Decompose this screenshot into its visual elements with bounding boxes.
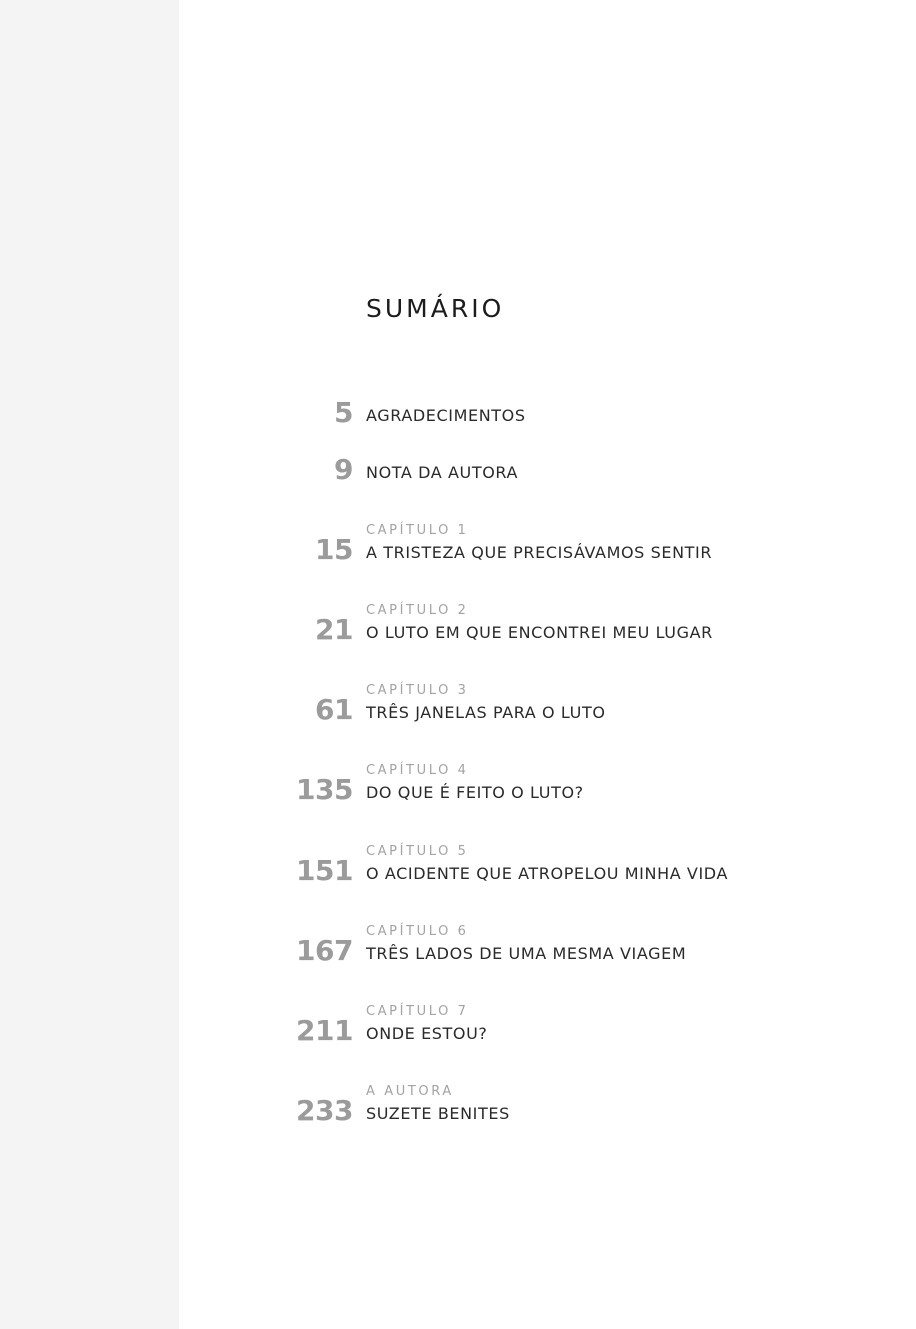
entry-title: A TRISTEZA QUE PRECISÁVAMOS SENTIR: [366, 543, 713, 562]
section-kicker: A AUTORA: [366, 1084, 454, 1099]
toc-entry: [0, 765, 916, 805]
page-number: 9: [334, 453, 353, 486]
entry-title: ONDE ESTOU?: [366, 1024, 488, 1043]
page-number: 15: [315, 533, 353, 566]
chapter-kicker: CAPÍTULO 7: [366, 1004, 469, 1019]
chapter-kicker: CAPÍTULO 2: [366, 603, 469, 618]
chapter-kicker: CAPÍTULO 3: [366, 683, 469, 698]
chapter-kicker: CAPÍTULO 5: [366, 844, 469, 859]
chapter-kicker: CAPÍTULO 1: [366, 523, 469, 538]
toc-entry: [0, 685, 916, 725]
toc-entry: [0, 445, 916, 485]
toc-entry: [0, 926, 916, 966]
chapter-kicker: CAPÍTULO 4: [366, 763, 469, 778]
toc-entry: [0, 1006, 916, 1046]
entry-title: AGRADECIMENTOS: [366, 406, 526, 425]
toc-title: SUMÁRIO: [366, 294, 505, 323]
entry-title: NOTA DA AUTORA: [366, 463, 519, 482]
chapter-kicker: CAPÍTULO 6: [366, 924, 469, 939]
entry-title: SUZETE BENITES: [366, 1104, 510, 1123]
entry-title: TRÊS LADOS DE UMA MESMA VIAGEM: [366, 944, 687, 963]
entry-title: O LUTO EM QUE ENCONTREI MEU LUGAR: [366, 623, 713, 642]
page-side-strip: [0, 0, 179, 1329]
toc-entry: [0, 846, 916, 886]
page-number: 135: [296, 773, 353, 806]
toc-entry: [0, 388, 916, 428]
entry-title: TRÊS JANELAS PARA O LUTO: [366, 703, 606, 722]
page-number: 167: [296, 934, 353, 967]
toc-entry: [0, 525, 916, 565]
toc-entry: [0, 1086, 916, 1126]
page-number: 151: [296, 854, 353, 887]
entry-title: O ACIDENTE QUE ATROPELOU MINHA VIDA: [366, 864, 728, 883]
entry-title: DO QUE É FEITO O LUTO?: [366, 783, 584, 802]
page-number: 211: [296, 1014, 353, 1047]
page-number: 21: [315, 613, 353, 646]
page-number: 61: [315, 693, 353, 726]
page-number: 233: [296, 1094, 353, 1127]
page-number: 5: [334, 396, 353, 429]
toc-entry: [0, 605, 916, 645]
